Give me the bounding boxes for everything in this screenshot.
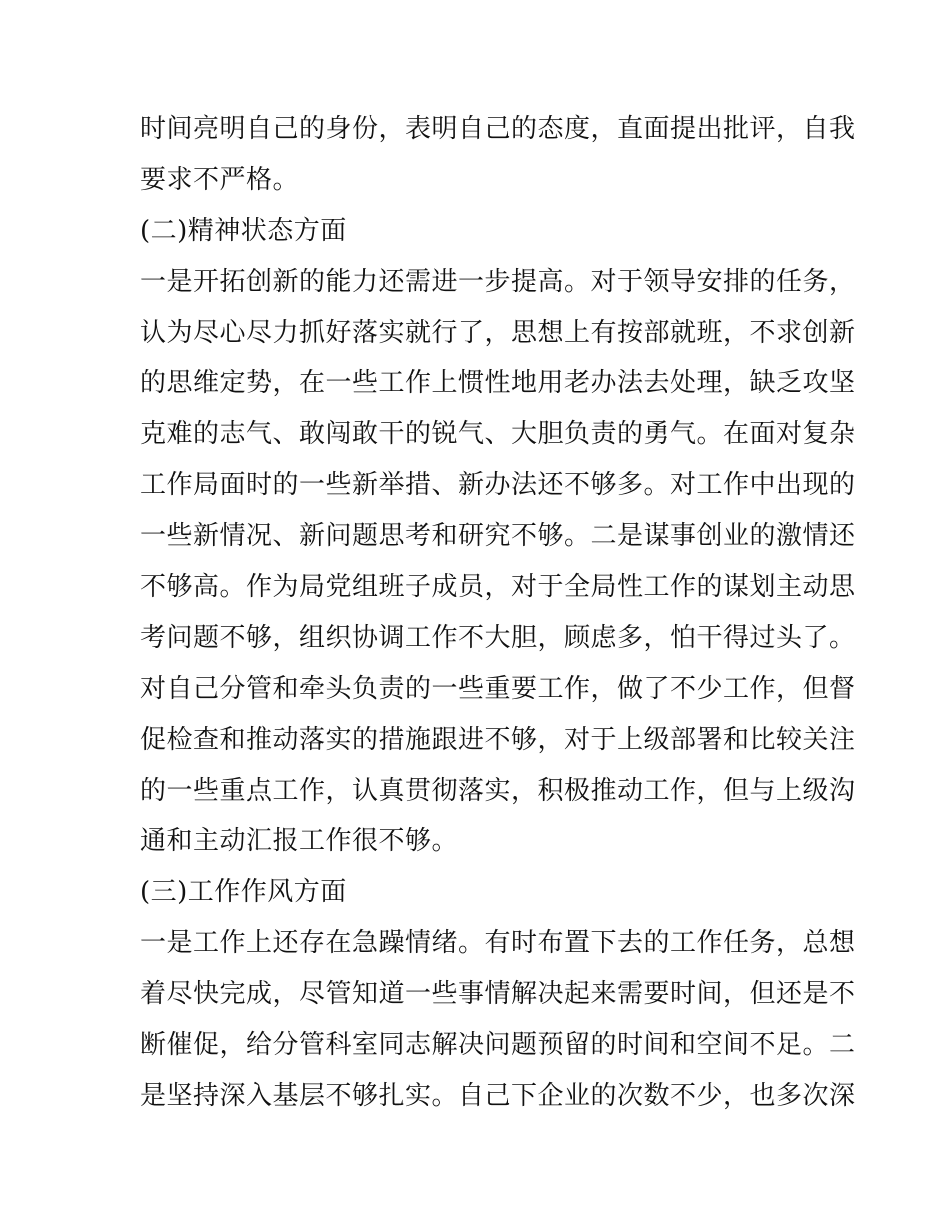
text-line: 的思维定势，在一些工作上惯性地用老办法去处理，缺乏攻坚 xyxy=(140,368,856,399)
body-text xyxy=(140,104,856,1122)
text-line: 断催促，给分管科室同志解决问题预留的时间和空间不足。二 xyxy=(140,1030,856,1061)
text-line: 促检查和推动落实的措施跟进不够，对于上级部署和比较关注 xyxy=(140,724,856,755)
text-line: 认为尽心尽力抓好落实就行了，思想上有按部就班，不求创新 xyxy=(140,317,856,348)
text-line: 时间亮明自己的身份，表明自己的态度，直面提出批评，自我 xyxy=(140,114,856,144)
text-line: 不够高。作为局党组班子成员，对于全局性工作的谋划主动思 xyxy=(140,572,856,603)
text-line: 一些新情况、新问题思考和研究不够。二是谋事创业的激情还 xyxy=(140,521,856,552)
text-line: 通和主动汇报工作很不够。 xyxy=(140,826,459,857)
text-line: 是坚持深入基层不够扎实。自己下企业的次数不少，也多次深 xyxy=(140,1080,856,1111)
text-line: 着尽快完成，尽管知道一些事情解决起来需要时间，但还是不 xyxy=(140,979,856,1010)
section-heading: (三)工作作风方面 xyxy=(140,877,347,908)
text-line: 对自己分管和牵头负责的一些重要工作，做了不少工作，但督 xyxy=(140,673,856,704)
text-line: 克难的志气、敢闯敢干的锐气、大胆负责的勇气。在面对复杂 xyxy=(140,419,856,450)
text-line: 要求不严格。 xyxy=(140,164,300,195)
text-line: 的一些重点工作，认真贯彻落实，积极推动工作，但与上级沟 xyxy=(140,775,856,806)
text-line: 工作局面时的一些新举措、新办法还不够多。对工作中出现的 xyxy=(140,470,856,501)
text-line: 考问题不够，组织协调工作不大胆，顾虑多，怕干得过头了。 xyxy=(140,622,856,653)
text-line: 一是工作上还存在急躁情绪。有时布置下去的工作任务，总想 xyxy=(140,928,856,959)
text-line: 一是开拓创新的能力还需进一步提高。对于领导安排的任务， xyxy=(140,266,856,297)
section-heading: (二)精神状态方面 xyxy=(140,215,347,246)
